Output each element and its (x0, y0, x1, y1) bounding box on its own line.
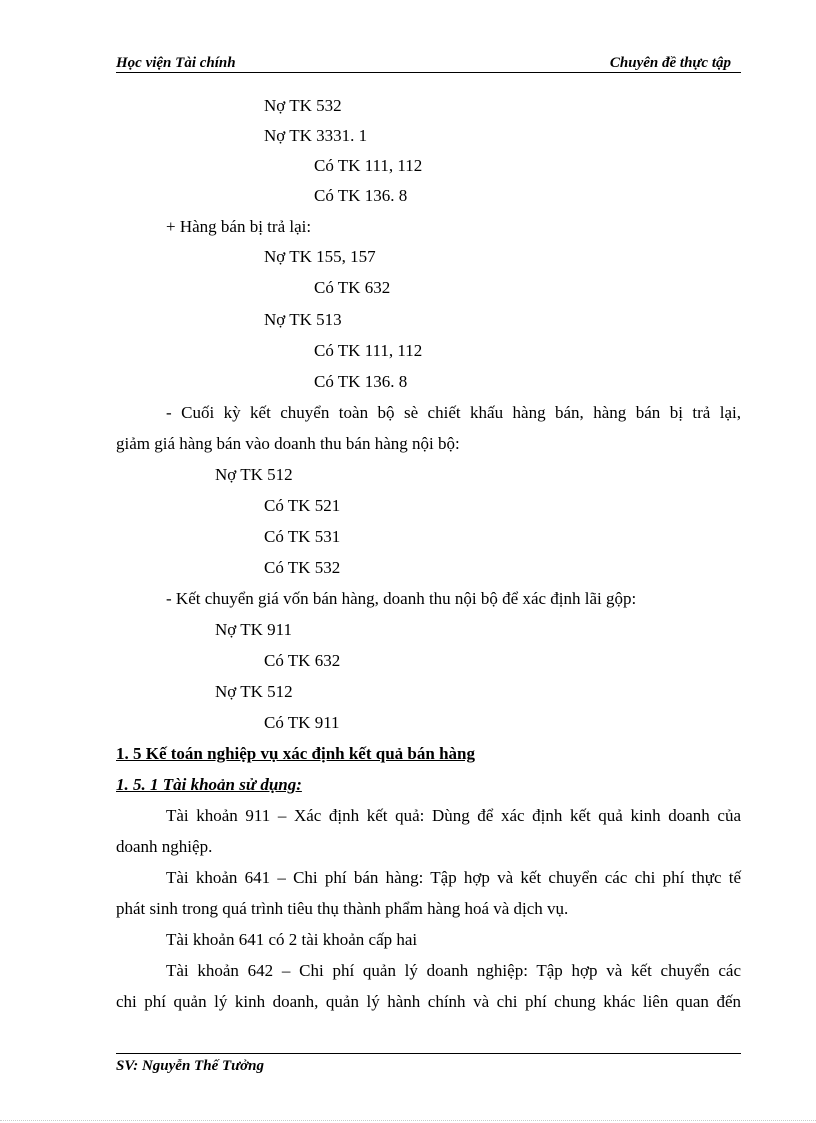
entry-line: Nợ TK 512 (215, 465, 293, 484)
entry-line: Nợ TK 3331. 1 (264, 126, 368, 145)
paragraph-line: Tài khoản 642 – Chi phí quản lý doanh nghiệp: Tập hợp và kết chuyển các (166, 961, 741, 980)
entry-line: Có TK 111, 112 (314, 341, 423, 360)
entry-line: Nợ TK 911 (215, 620, 292, 639)
entry-line: Có TK 632 (264, 651, 341, 670)
paragraph-line: - Cuối kỳ kết chuyển toàn bộ sè chiết khấu hàng bán, hàng bán bị trả lại, (166, 403, 741, 422)
entry-line: Nợ TK 512 (215, 682, 293, 701)
paragraph-line: chi phí quản lý kinh doanh, quản lý hành chính và chi phí chung khác liên quan đến (116, 992, 741, 1011)
entry-line: Có TK 532 (264, 558, 341, 577)
page-edge (0, 1120, 816, 1121)
paragraph-line: phát sinh trong quá trình tiêu thụ thành phẩm hàng hoá và dịch vụ. (116, 899, 569, 918)
paragraph-line: Tài khoản 641 – Chi phí bán hàng: Tập hợp và kết chuyển các chi phí thực tế (166, 868, 741, 887)
entry-line: Nợ TK 513 (264, 310, 342, 329)
header-institution: Học viện Tài chính (116, 55, 236, 71)
header-document-type: Chuyên đề thực tập (609, 55, 731, 71)
entry-line: Có TK 136. 8 (314, 372, 408, 391)
section-label: + Hàng bán bị trả lại: (166, 217, 312, 236)
paragraph-line: Tài khoản 911 – Xác định kết quả: Dùng để xác định kết quả kinh doanh của (166, 806, 741, 825)
subsection-heading: 1. 5. 1 Tài khoản sử dụng: (116, 775, 302, 794)
entry-line: Có TK 111, 112 (314, 156, 423, 175)
entry-line: Nợ TK 155, 157 (264, 247, 376, 266)
footer-rule (116, 1053, 741, 1054)
entry-line: Có TK 136. 8 (314, 186, 408, 205)
paragraph-line: - Kết chuyển giá vốn bán hàng, doanh thu nội bộ để xác định lãi gộp: (166, 589, 637, 608)
paragraph-line: Tài khoản 641 có 2 tài khoản cấp hai (166, 930, 418, 949)
page-header (116, 52, 741, 72)
entry-line: Nợ TK 532 (264, 96, 342, 115)
section-heading: 1. 5 Kế toán nghiệp vụ xác định kết quả bán hàng (116, 744, 475, 763)
entry-line: Có TK 911 (264, 713, 340, 732)
paragraph-line: giảm giá hàng bán vào doanh thu bán hàng nội bộ: (116, 434, 460, 453)
entry-line: Có TK 521 (264, 496, 341, 515)
paragraph-line: doanh nghiệp. (116, 837, 213, 856)
entry-line: Có TK 531 (264, 527, 341, 546)
footer-author: SV: Nguyễn Thế Tưởng (116, 1058, 265, 1074)
header-rule (116, 72, 741, 73)
entry-line: Có TK 632 (314, 278, 391, 297)
